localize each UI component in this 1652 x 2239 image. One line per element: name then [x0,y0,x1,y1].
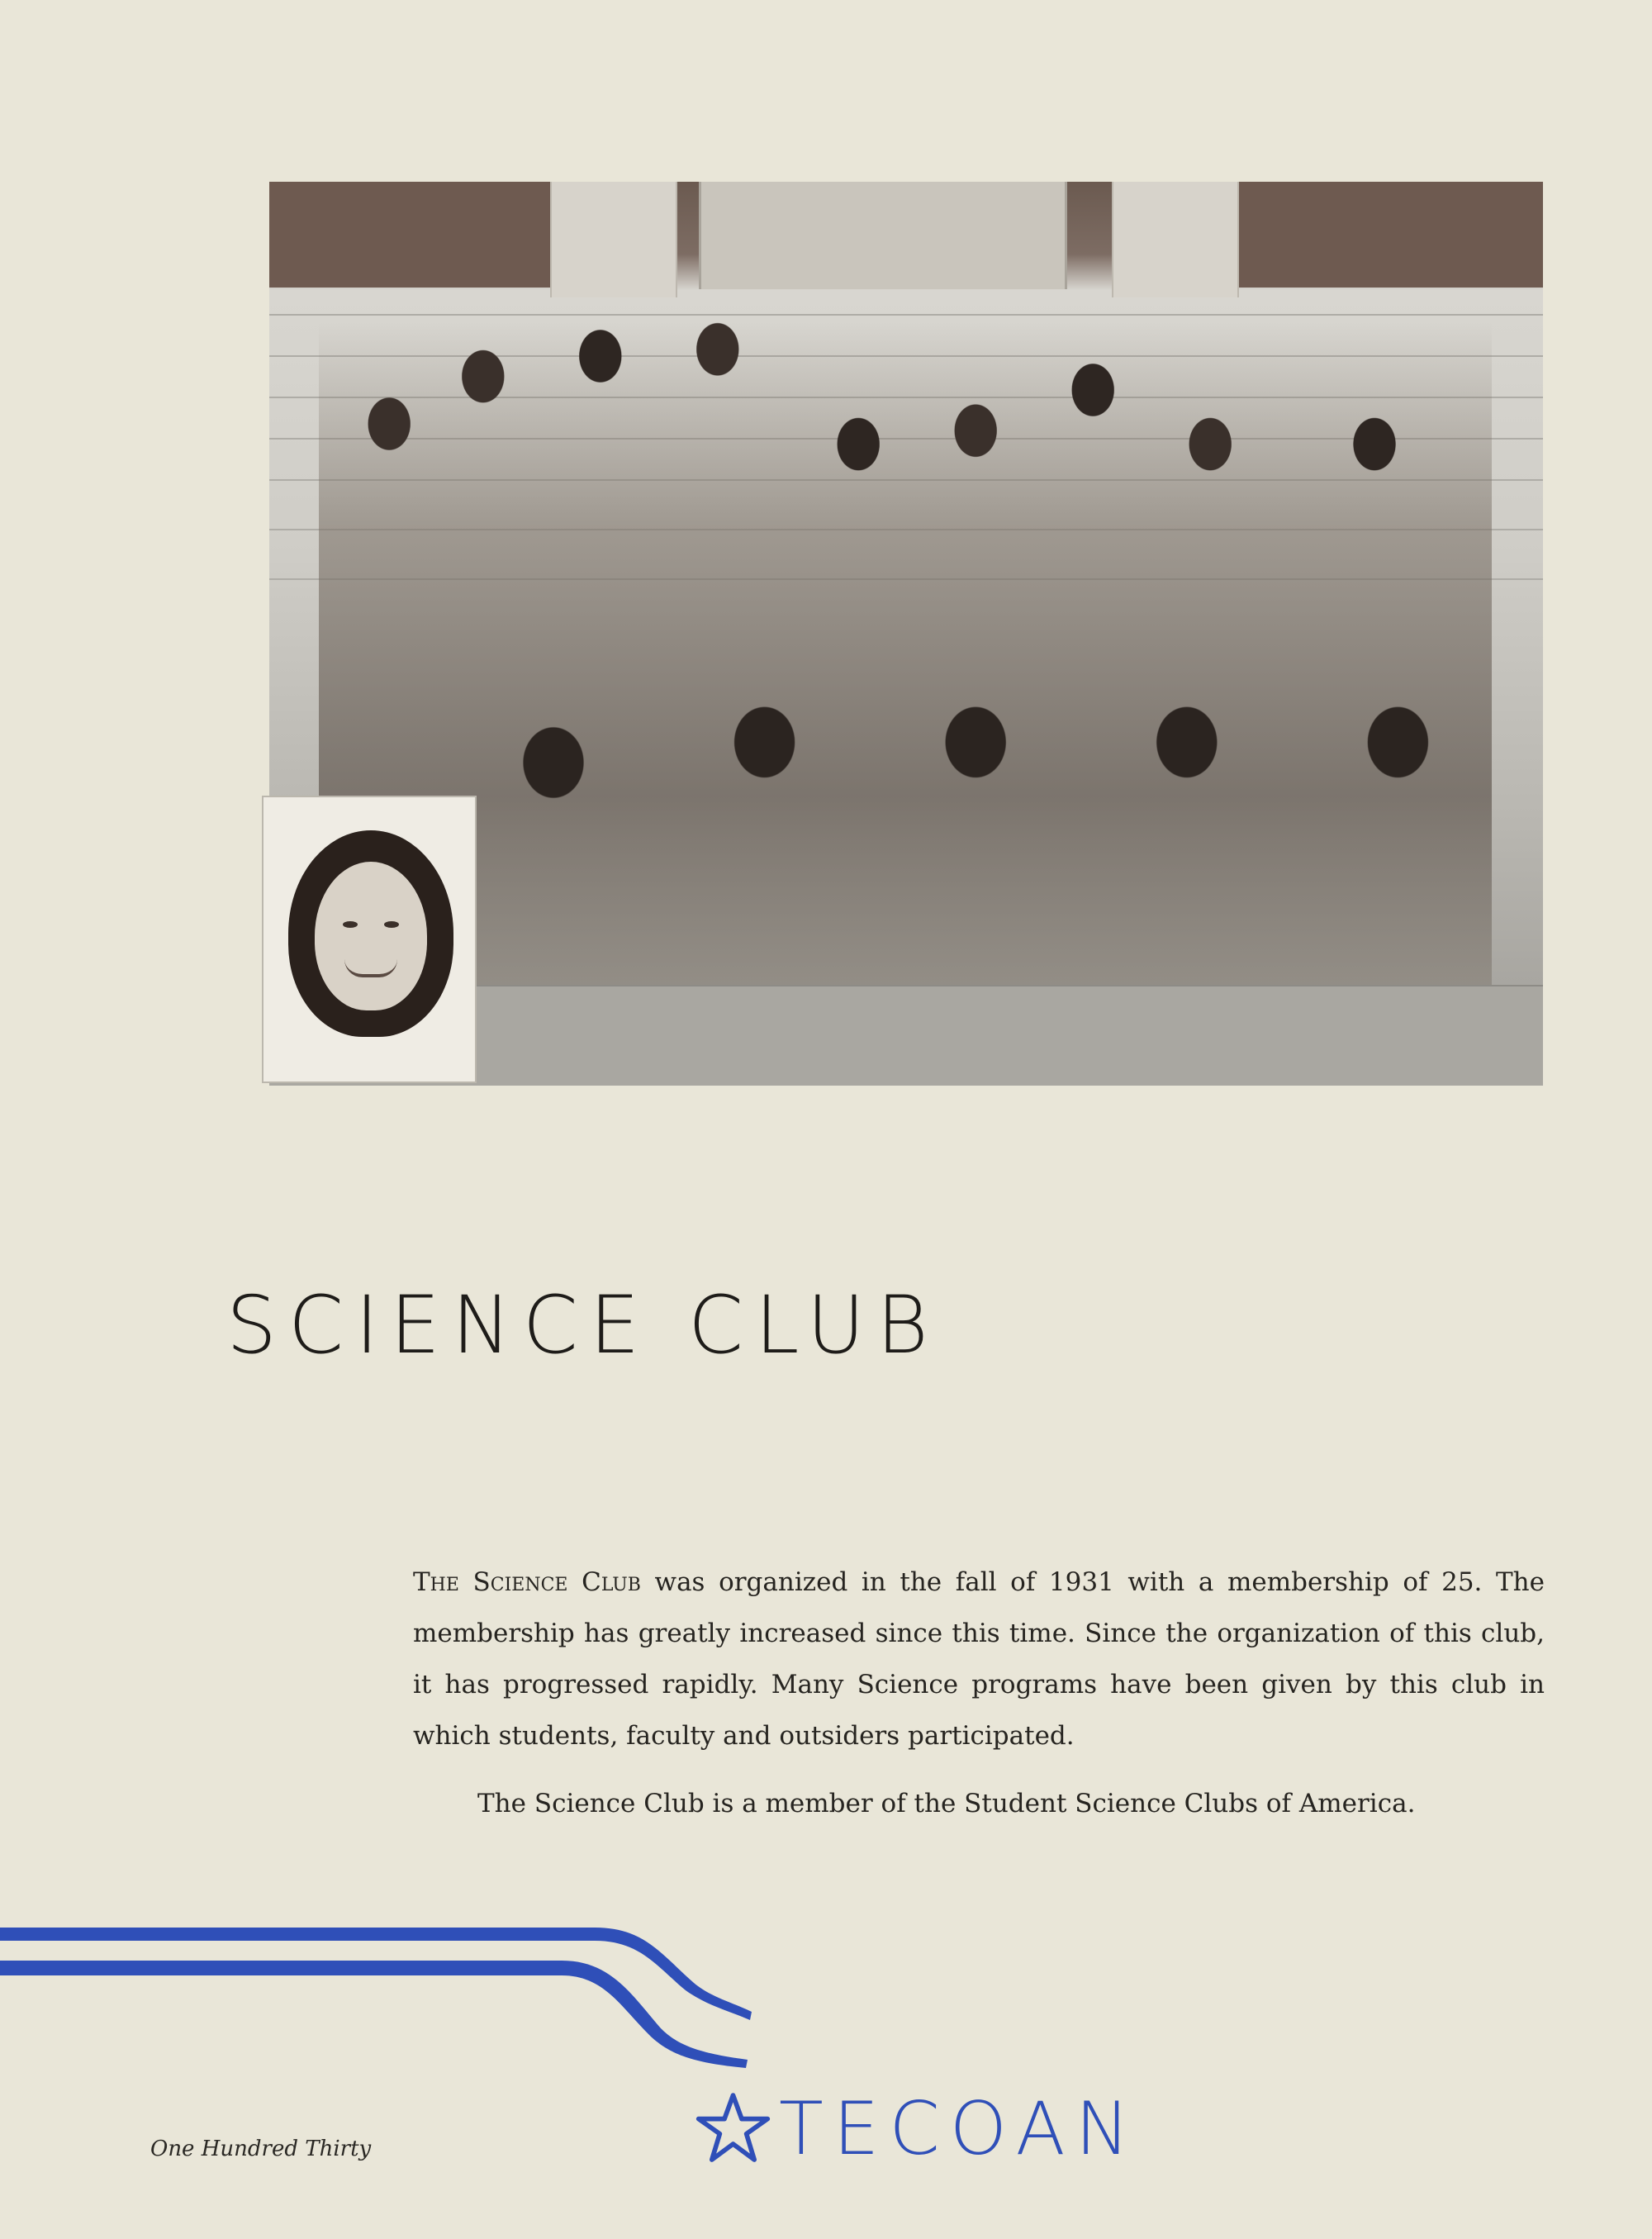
step-line [269,314,1543,316]
logo-text: TECOAN [779,2085,1140,2171]
building-doors [699,182,1067,289]
column-right [1112,182,1239,297]
tecoan-logo [694,2087,1140,2170]
page-number: One Hundred Thirty [150,2137,372,2161]
paragraph-1 [413,1557,1545,1761]
portrait-inset [262,796,477,1083]
portrait-eye [384,921,399,928]
paragraph-2: The Science Club is a member of the Student Science Clubs of America. [477,1789,1416,1818]
swoosh-decoration [0,1904,768,2070]
brick-wall-left [269,182,575,288]
brick-wall-right [1232,182,1543,288]
club-members-group [319,322,1492,1000]
star-icon [694,2087,772,2170]
portrait-eye [343,921,358,928]
column-left [550,182,677,297]
body-text [413,1557,1545,1829]
paragraph-1-lead: The Science Club [413,1567,641,1597]
portrait-face [315,862,427,1010]
paragraph-1-rest: was organized in the fall of 1931 with a membership of 25. The membership has greatly increased since this time. Since the organization of this club, it has progressed rapidly. Many Science programs have been given by this club in which students, faculty and outsiders participated. [413,1567,1545,1751]
page-title: SCIENCE CLUB [226,1279,940,1371]
